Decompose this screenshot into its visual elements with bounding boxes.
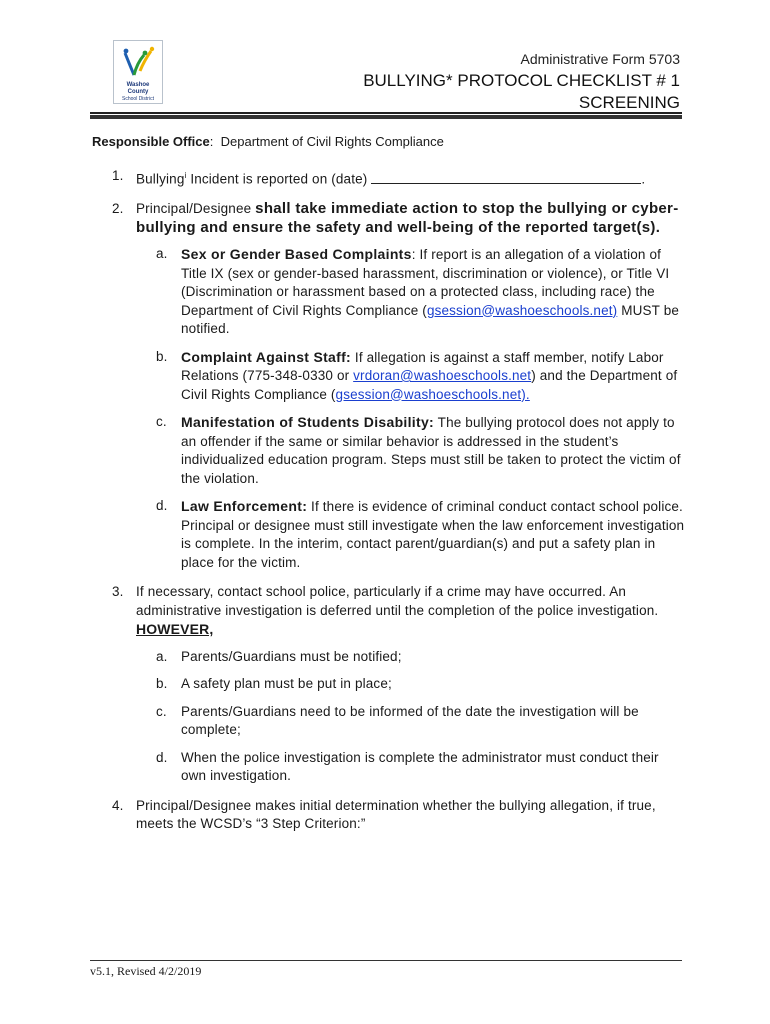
subitem-parents-notified: a. Parents/Guardians must be notified; [156, 648, 402, 664]
title-line-1: BULLYING* PROTOCOL CHECKLIST # 1 [363, 71, 680, 90]
subitem-parents-informed-date: c. Parents/Guardians need to be informed of the date the investigation will be complete; [156, 703, 639, 737]
district-logo-mark [120, 45, 156, 81]
subitem-law-enforcement: d. Law Enforcement: If there is evidence of criminal conduct contact school police. Principal or designee must still investigate when the law enforcement investigation is complete. In the interim, contact parent/guardian(s) and put a safety plan in place for the victim. [156, 498, 685, 570]
title-line-2: SCREENING [578, 93, 680, 112]
checklist [112, 167, 687, 845]
subitem-complaint-against-staff: b. Complaint Against Staff: If allegation is against a staff member, notify Labor Relations (775-348-0330 or vrdoran@washoeschools.net) and the Department of Civil Rights Compliance (gsession@washoeschools.net). [156, 348, 678, 402]
subitem-sex-gender-complaints: a. Sex or Gender Based Complaints: If report is an allegation of a violation of Title IX (sex or gender-based harassment, discrimination or violence), or Title VI (Discrimination or harassment based on a protected class, including race) the Department of Civil Rights Compliance (gsession@washoeschools.net) MUST be notified. [156, 246, 680, 336]
form-number: Administrative Form 5703 [520, 51, 680, 67]
version-footer: v5.1, Revised 4/2/2019 [90, 964, 202, 978]
civil-rights-email-link[interactable]: gsession@washoeschools.net) [426, 302, 618, 318]
subitem-students-disability: c. Manifestation of Students Disability: The bullying protocol does not apply to an offender if the same or similar behavior is addressed in the student’s individualized education program. Steps must still be taken to protect the victim of the violation. [156, 414, 681, 486]
labor-relations-email-link[interactable]: vrdoran@washoeschools.net [353, 368, 532, 383]
district-logo [113, 40, 163, 104]
header-divider-thick [90, 115, 682, 119]
subitem-safety-plan: b. A safety plan must be put in place; [156, 676, 392, 691]
footer-divider [90, 960, 682, 961]
incident-date-field[interactable] [371, 171, 641, 184]
header-divider [90, 112, 682, 114]
office-label: Responsible Office [92, 134, 210, 149]
office-value: Department of Civil Rights Compliance [220, 134, 444, 149]
responsible-office: Responsible Office: Department of Civil Rights Compliance [92, 134, 444, 149]
checklist-item-4: 4. Principal/Designee makes initial determination whether the bullying allegation, if true, meets the WCSD’s “3 Step Criterion:” [112, 797, 656, 831]
footnote-marker: i [184, 171, 187, 180]
civil-rights-email-link-2[interactable]: gsession@washoeschools.net). [335, 386, 530, 402]
district-logo-text: Washoe County School District [122, 82, 154, 102]
checklist-item-1: 1. Bullying$^i$ Incident is reported on (date) . [112, 168, 646, 187]
checklist-item-2: 2. Principal/Designee shall take immediate action to stop the bullying or cyber-bullying and ensure the safety and well-being of the reported target(s). a. Sex or Gender Based Complaints: If report is an allegation of a violation of Title IX (sex or gender-based harassment, discrimination or violence), or Title VI (Discrimination or harassment based on a protected class, including race) the Department of Civil Rights Compliance (gsession@washoeschools.net) MUST be notified. b. Complaint Against Staff: If allegation is against a staff member, notify Labor Relations (775-348-0330 or vrdoran@washoeschools.net) and the Department of Civil Rights Compliance (gsession@washoeschools.net). c. Manifestation of Students Disability: The bullying protocol does not apply to an offender if the same or similar behavior is addressed in the student’s individualized education program. Steps must still be taken to protect the victim of the violation. d. Law Enforcement: If there is evidence of criminal conduct contact school police. Principal or designee must still investigate when the law enforcement investigation is complete. In the interim, contact parent/guardian(s) and put a safety plan in place for the victim. [112, 200, 687, 572]
document-title [363, 70, 680, 114]
checklist-item-3: 3. If necessary, contact school police, particularly if a crime may have occurred. An administrative investigation is deferred until the completion of the police investigation. HOWEVER, a. Parents/Guardians must be notified; b. A safety plan must be put in place; c. Parents/Guardians need to be informed of the date the investigation will be complete; d. When the police investigation is complete the administrator must conduct their own investigation. [112, 583, 687, 786]
subitem-administrator-investigation: d. When the police investigation is complete the administrator must conduct their own investigation. [156, 749, 659, 783]
